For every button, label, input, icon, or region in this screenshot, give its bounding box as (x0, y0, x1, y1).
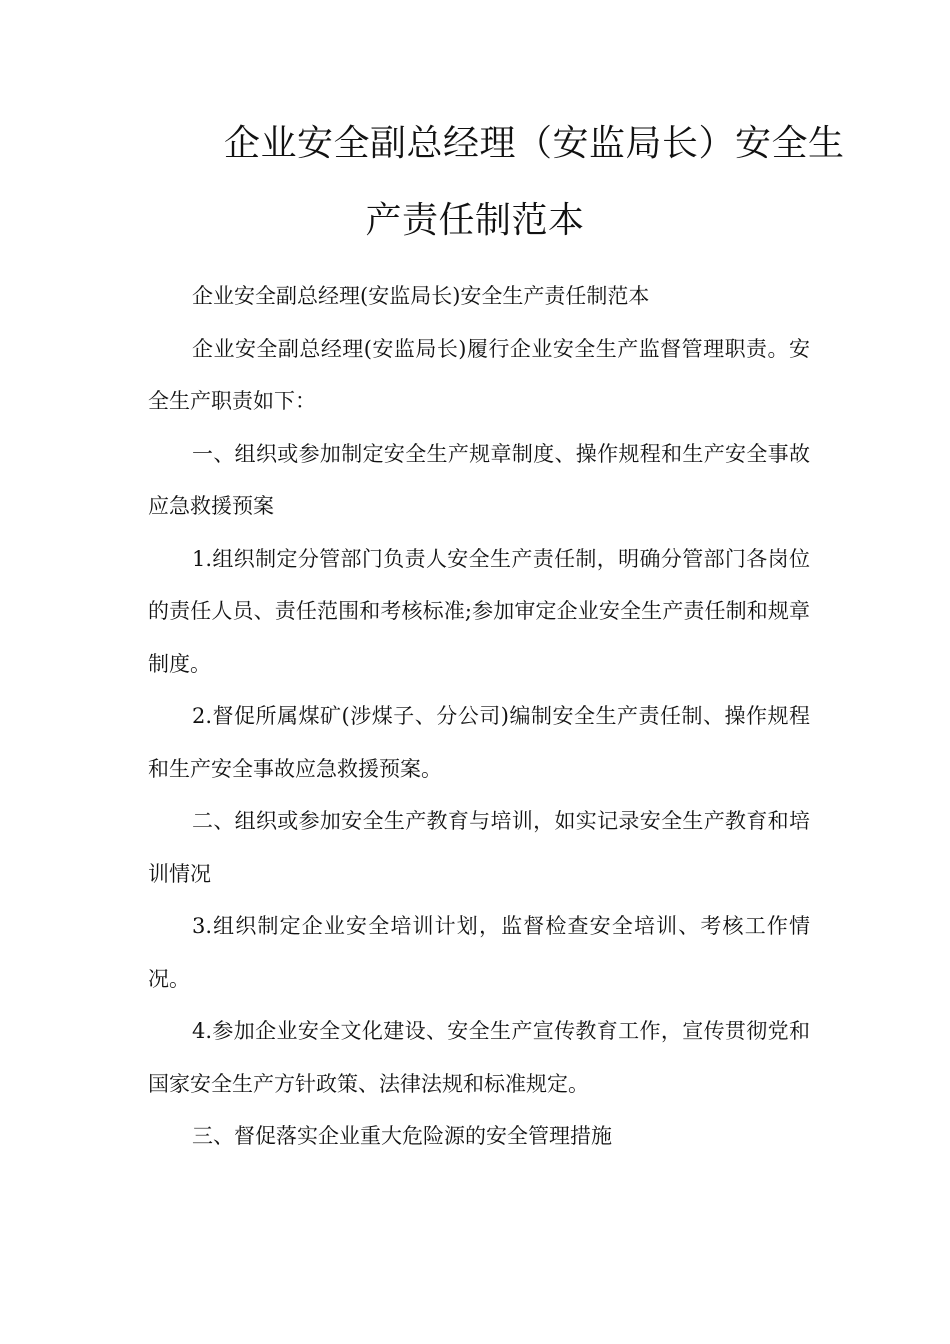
section-heading-2: 二、组织或参加安全生产教育与培训，如实记录安全生产教育和培训情况 (148, 809, 810, 886)
document-body (148, 270, 810, 1163)
paragraph-item-1: 1.组织制定分管部门负责人安全生产责任制，明确分管部门各岗位的责任人员、责任范围和考核标准;参加审定企业安全生产责任制和规章制度。 (148, 546, 810, 676)
section-heading-3: 三、督促落实企业重大危险源的安全管理措施 (192, 1124, 612, 1148)
paragraph-item-3: 3.组织制定企业安全培训计划，监督检查安全培训、考核工作情况。 (148, 914, 810, 991)
document-title-line-2: 产责任制范本 (365, 200, 585, 241)
paragraph-item-4: 4.参加企业安全文化建设、安全生产宣传教育工作，宣传贯彻党和国家安全生产方针政策、法律法规和标准规定。 (148, 1019, 810, 1096)
document-title-line-1: 企业安全副总经理（安监局长）安全生 (224, 123, 845, 164)
section-heading-1: 一、组织或参加制定安全生产规章制度、操作规程和生产安全事故应急救援预案 (148, 441, 810, 518)
paragraph-intro: 企业安全副总经理(安监局长)履行企业安全生产监督管理职责。安全生产职责如下： (148, 336, 810, 413)
paragraph-item-2: 2.督促所属煤矿(涉煤子、分公司)编制安全生产责任制、操作规程和生产安全事故应急救援预案。 (148, 704, 810, 781)
paragraph-subtitle: 企业安全副总经理(安监局长)安全生产责任制范本 (192, 284, 650, 308)
